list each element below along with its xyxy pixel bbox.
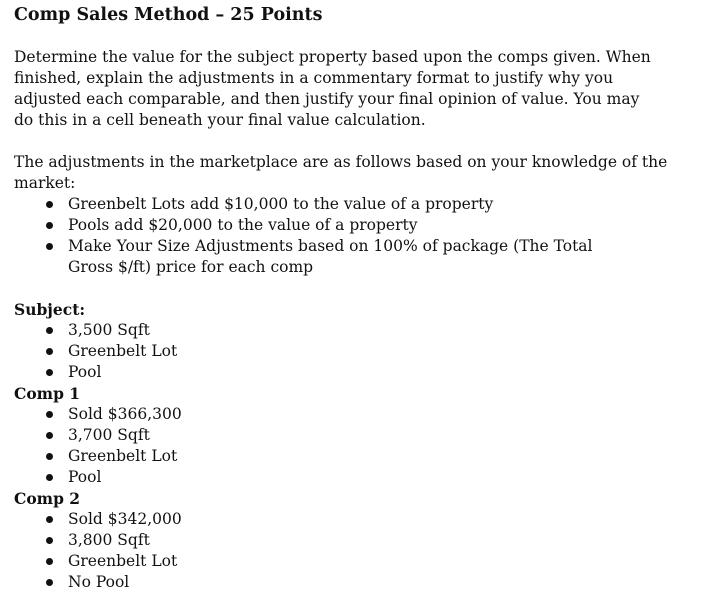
subject-item-pool: Pool [42, 362, 694, 383]
comp2-list [14, 509, 694, 593]
comp2-item-lot: Greenbelt Lot [42, 551, 694, 572]
comp1-heading: Comp 1 [14, 384, 81, 403]
subject-list [14, 320, 694, 383]
document-title: Comp Sales Method – 25 Points [14, 5, 323, 25]
comp1-item-sqft: 3,700 Sqft [42, 425, 694, 446]
adjustment-item-size: Make Your Size Adjustments based on 100% of package (The Total Gross $/ft) price for each comp [42, 236, 628, 278]
paragraph-gap [14, 131, 694, 152]
subject-item-lot: Greenbelt Lot [42, 341, 694, 362]
comp1-item-pool: Pool [42, 467, 694, 488]
comp2-heading: Comp 2 [14, 489, 81, 508]
adjustment-item-greenbelt: Greenbelt Lots add $10,000 to the value of a property [42, 194, 628, 215]
subject-heading: Subject: [14, 300, 86, 319]
adjustments-list [14, 194, 694, 278]
subject-item-sqft: 3,500 Sqft [42, 320, 694, 341]
adjustment-item-pool: Pools add $20,000 to the value of a property [42, 215, 628, 236]
instructions-paragraph: Determine the value for the subject property based upon the comps given. When finished, explain the adjustments in a commentary format to justify why you adjusted each comparable, and then justify your final opinion of value. You may do this in a cell beneath your final value calculation. [14, 48, 651, 129]
comp2-item-pool: No Pool [42, 572, 694, 593]
comp1-list [14, 404, 694, 488]
market-intro-paragraph: The adjustments in the marketplace are as follows based on your knowledge of the market: [14, 153, 668, 192]
comp1-item-lot: Greenbelt Lot [42, 446, 694, 467]
comp2-item-sqft: 3,800 Sqft [42, 530, 694, 551]
document-body [14, 3, 694, 593]
comp2-item-sold: Sold $342,000 [42, 509, 694, 530]
section-gap [14, 278, 694, 299]
comp1-item-sold: Sold $366,300 [42, 404, 694, 425]
